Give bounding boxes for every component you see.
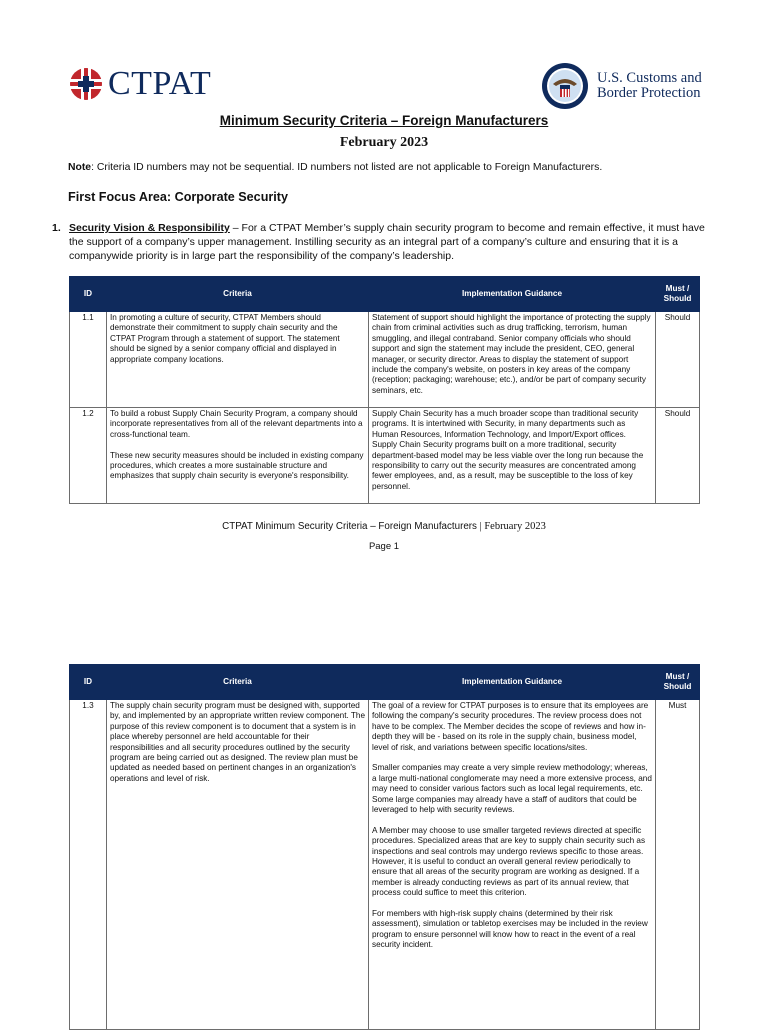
cell-guidance-paragraph: Smaller companies may create a very simple review methodology; whereas, a large multi-national conglomerate may need a more extensive process, and may need to consider various factors such as local legal requirements, etc. Some large companies may already have a staff of auditors that could be leveraged to help with security reviews. — [372, 763, 652, 815]
cell-guidance — [369, 312, 656, 408]
criteria-table-page-2 — [69, 664, 700, 1030]
cell-id: 1.3 — [70, 700, 107, 1030]
table-row — [70, 312, 700, 408]
header-id: ID — [70, 277, 107, 312]
criteria-note — [68, 162, 602, 173]
cell-id: 1.1 — [70, 312, 107, 408]
cbp-logo — [541, 62, 702, 110]
cell-guidance — [369, 408, 656, 504]
note-label: Note — [68, 162, 92, 173]
cell-must-should: Should — [656, 408, 700, 504]
cell-criteria — [107, 312, 369, 408]
focus-area-heading: First Focus Area: Corporate Security — [68, 190, 288, 204]
cell-criteria-paragraph: These new security measures should be included in existing company procedures, which creates a more sustainable structure and emphasizes that supply chain security is everyone's responsibility. — [110, 450, 364, 481]
note-text: : Criteria ID numbers may not be sequential. ID numbers not listed are not applicable to Foreign Manufacturers. — [91, 162, 603, 173]
cell-guidance-paragraph: The goal of a review for CTPAT purposes is to ensure that its employees are following the company's security procedures. The review process does not have to be complex. The Member decides the scope of reviews and how in-depth they will be - based on its role in the supply chain, business model, level of risk, and variations between specific locations/sites. — [372, 701, 649, 752]
cell-criteria-paragraph: The supply chain security program must be designed with, supported by, and implemented by an appropriate written review component. The purpose of this review component is to document that a system is in place whereby personnel are held accountable for their responsibilities and all security procedures outlined by the security program are being carried out as designed. The review plan must be updated as needed based on pertinent changes in an organization's operations and level of risk. — [110, 701, 366, 783]
footer-separator: | — [476, 521, 485, 532]
cell-criteria-paragraph: In promoting a culture of security, CTPAT Members should demonstrate their commitment to supply chain security and the CTPAT Program through a statement of support. The statement should be signed by a senior company official and displayed in appropriate company locations. — [110, 313, 340, 364]
cell-guidance-paragraph: Statement of support should highlight the importance of protecting the supply chain from criminal activities such as drug trafficking, terrorism, human smuggling, and illegal contraband. Senior company officials who should support and sign the statement may include the president, CEO, general manager, or security director. Areas to display the statement of support include the company's website, on posters in key areas of the company (reception; packaging; warehouse; etc.), and/or be part of company security seminars, etc. — [372, 313, 651, 395]
ctpat-logo-text: CTPAT — [108, 65, 212, 102]
cell-criteria-paragraph: To build a robust Supply Chain Security Program, a company should incorporate representatives from all of the relevant departments into a cross-functional team. — [110, 409, 363, 439]
ctpat-globe-icon — [68, 66, 104, 102]
section-heading: Security Vision & Responsibility — [69, 222, 230, 234]
ctpat-logo — [68, 66, 211, 102]
cell-guidance — [369, 700, 656, 1030]
cbp-line-1: U.S. Customs and — [597, 70, 702, 86]
header-id: ID — [70, 665, 107, 700]
header-guidance: Implementation Guidance — [369, 665, 656, 700]
section-security-vision — [52, 221, 712, 264]
section-text: – For a CTPAT Member’s supply chain security program to become and remain effective, it must have the support of a company’s upper management. Instilling security as an integral part of a company’s culture and ensuring that it is a companywide priority is in large part the responsibility of the company’s leadership. — [69, 222, 705, 263]
section-number: 1. — [52, 222, 61, 234]
table-row — [70, 408, 700, 504]
cbp-wordmark — [597, 71, 702, 101]
document-date: February 2023 — [339, 135, 429, 150]
cell-guidance-paragraph: For members with high-risk supply chains (determined by their risk assessment), simulation or tabletop exercises may be included in the review program to ensure personnel will know how to react in the event of a real security incident. — [372, 909, 648, 950]
cbp-line-2: Border Protection — [597, 85, 701, 101]
cell-guidance-paragraph: Supply Chain Security has a much broader scope than traditional security programs. It is intertwined with Security, in many departments such as Human Resources, Information Technology, and Import/Export offices. Supply Chain Security programs built on a more traditional, security department-based model may be less viable over the long run because the responsibility to carry out the security measures are concentrated among fewer employees, and, as a result, may be susceptible to the loss of key personnel. — [372, 409, 644, 491]
page-number: Page 1 — [368, 541, 400, 552]
cell-criteria — [107, 408, 369, 504]
page-footer — [0, 521, 768, 532]
document-title: Minimum Security Criteria – Foreign Manufacturers — [219, 113, 549, 128]
dhs-seal-icon — [541, 62, 589, 110]
header-criteria: Criteria — [107, 665, 369, 700]
cell-must-should: Must — [656, 700, 700, 1030]
header-must-should: Must / Should — [656, 665, 700, 700]
header-must-should: Must / Should — [656, 277, 700, 312]
header-criteria: Criteria — [107, 277, 369, 312]
criteria-table-page-1 — [69, 276, 700, 504]
cell-criteria — [107, 700, 369, 1030]
cell-id: 1.2 — [70, 408, 107, 504]
cell-must-should: Should — [656, 312, 700, 408]
footer-text: CTPAT Minimum Security Criteria – Foreign Manufacturers — [222, 521, 477, 532]
table-row — [70, 700, 700, 1030]
header-guidance: Implementation Guidance — [369, 277, 656, 312]
footer-date: February 2023 — [484, 521, 546, 532]
cell-guidance-paragraph: A Member may choose to use smaller targeted reviews directed at specific procedures. Specialized areas that are key to supply chain security such as inspections and seal controls may undergo reviews specific to those areas. However, it is useful to conduct an overall general review periodically to ensure that all areas of the security program are working as designed. If a member is already conducting reviews as part of its annual review, that process could suffice to meet this criterion. — [372, 825, 646, 898]
